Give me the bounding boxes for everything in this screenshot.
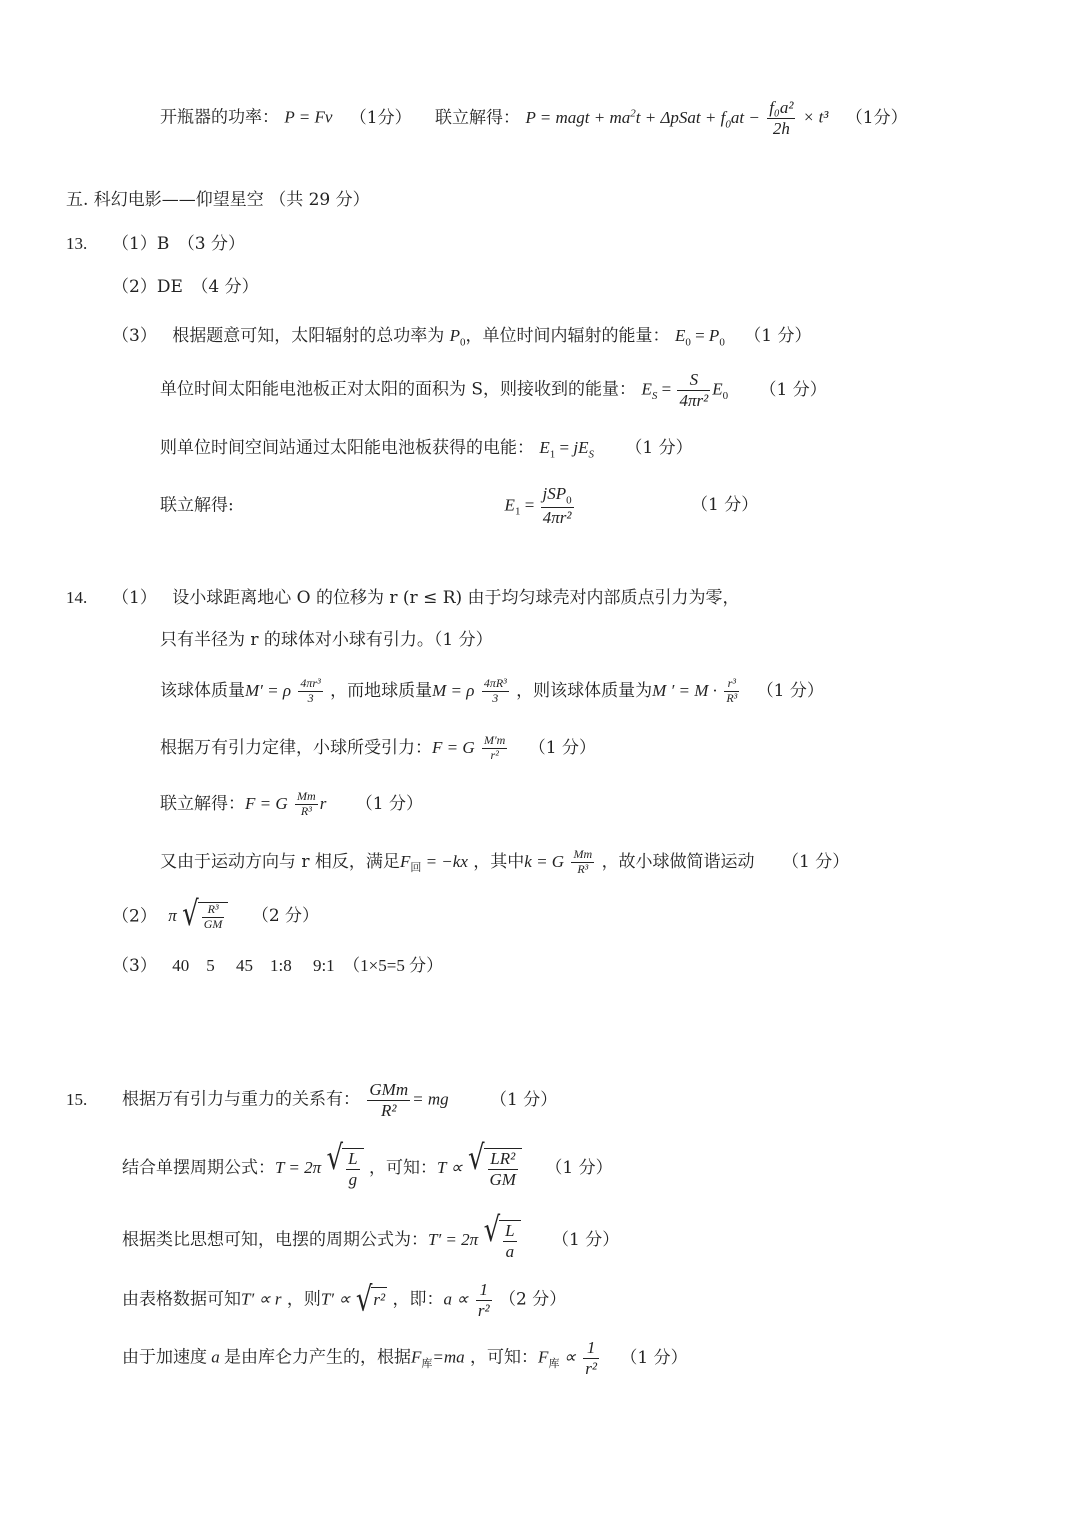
answer-line: 根据万有引力定律，小球所受引力：F = G $\frac{M'm}{\text{r²}}$ （1 分）: [160, 733, 596, 762]
answer-line: 单位时间太阳能电池板正对太阳的面积为 S，则接收到的能量： $E_S$ = $\frac{S}{\text{4πr²}}$ $E_0$ （1 分）: [160, 370, 827, 410]
label: 开瓶器的功率：: [160, 107, 279, 128]
equation: × t³: [802, 107, 829, 127]
answer-line: 联立解得：F = G $\frac{Mm}{\text{R³}}$ r （1 分）: [160, 789, 423, 818]
score: （1分）: [349, 107, 412, 128]
section-title: 五. 科幻电影——仰望星空 （共 29 分）: [66, 190, 370, 210]
equation: P = Fv: [284, 107, 333, 127]
answer-line: 根据万有引力与重力的关系有： $\frac{\text{GMm}}{\text{R²}}$ = mg （1 分）: [122, 1080, 558, 1120]
answer-line: 则单位时间空间站通过太阳能电池板获得的电能： $E_1 = jE_S$ （1 分）: [160, 438, 693, 461]
answer-line: 结合单摆周期公式：T = 2π √ $\frac{L}{g}$ ，可知：T ∝ √ $\frac{\text{LR²}}{GM}$ （1 分）: [122, 1139, 613, 1189]
equation: P = magt + $ma^2t$ + ΔpSat + $f_0at$ −: [525, 106, 760, 130]
label: 联立解得：: [435, 107, 521, 128]
question-number: 13.: [66, 234, 88, 253]
answer-line: 由于加速度 a 是由库仑力产生的，根据$F_库=ma$ ，可知：$F_库$ ∝ $\frac{1}{\text{r²}}$ （1 分）: [122, 1338, 688, 1378]
answer-part: （2） π √ $\frac{\text{R³}}{GM}$ （2 分）: [112, 894, 320, 934]
question-number: 14.: [66, 588, 88, 607]
fraction: $\frac{\text{f₀a²}}{2h}$: [769, 98, 794, 138]
answer-line: 又由于运动方向与 r 相反，满足$F_回 = -kx$ ，其中k = G $\frac{Mm}{\text{R³}}$ ，故小球做简谐运动 （1 分）: [160, 847, 850, 876]
answer-line: 该球体质量M′ = ρ $\frac{\text{4πr³}}{3}$ ，而地球质量M = ρ $\frac{\text{4πR³}}{3}$ ，则该球体质量为M ′ = M · $\frac{\text{r³}}{\text{R³}}$ （1 分）: [160, 676, 824, 705]
question-number: 15.: [66, 1090, 88, 1109]
answer-line: 根据类比思想可知，电摆的周期公式为：T′ = 2π √ $\frac{L}{a}$ （1 分）: [122, 1211, 620, 1261]
answer-line: 由表格数据可知T′ ∝ r ，则T′ ∝ √ r² ，即：a ∝ $\frac{1}{\text{r²}}$ （2 分）: [122, 1280, 567, 1320]
answer-line: 只有半径为 r 的球体对小球有引力。（1 分）: [160, 630, 493, 650]
answer-part: （3） 根据题意可知，太阳辐射的总功率为 $P_0$，单位时间内辐射的能量： $E_0 = P_0$ （1 分）: [112, 326, 812, 349]
answer-line: 联立解得: $E_1$ = $\frac{jSP_0}{\text{4πr²}}$ （1 分）: [160, 484, 759, 528]
answer-part: （1） 设小球距离地心 O 的位移为 r (r ≤ R) 由于均匀球壳对内部质点引力为零，: [112, 588, 740, 608]
answer-part: （3） 40 5 45 1:8 9:1 （1×5=5 分）: [112, 956, 444, 976]
power-line: [160, 98, 908, 138]
score: （1分）: [845, 107, 908, 128]
answer-part: （1）B （3 分）: [112, 234, 246, 254]
answer-part: （2）DE （4 分）: [112, 277, 259, 297]
